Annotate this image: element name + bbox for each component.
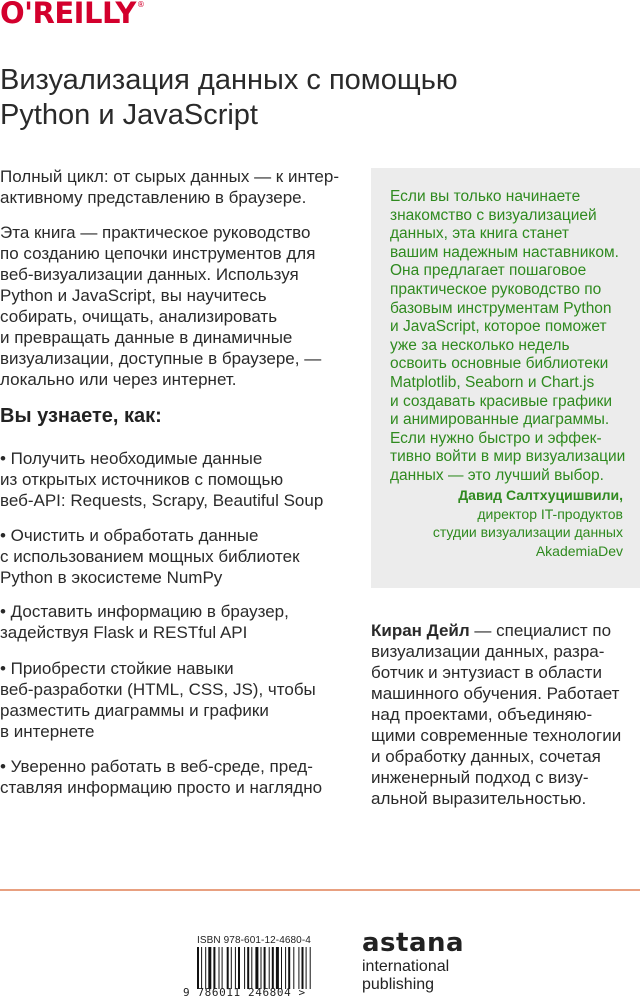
oreilly-logo (0, 0, 143, 30)
imprint-logo (362, 928, 464, 994)
intro-text: Полный цикл: от сырых данных — к интер- активному представлению в браузере. (0, 167, 340, 207)
testimonial-attribution (433, 486, 623, 560)
imprint-brand: astana (362, 928, 465, 958)
barcode (197, 947, 339, 989)
author-name: Киран Дейл (371, 621, 470, 640)
author-bio-text: — специалист по визуализации данных, разра- ботчик и энтузиаст в области машинного обучения. Работает над проектами, объединяю- щими современные технологии и обработку данных, сочетая инженерный подход с визу- альной выразительностью. (371, 621, 622, 808)
testimonial-role: директор IT-продуктов (477, 505, 623, 522)
testimonial-author: Давид Салтхуцишвили, (458, 487, 623, 503)
bullet-item: • Уверенно работать в веб-среде, пред- ставляя информацию просто и наглядно (0, 757, 323, 797)
testimonial-role: студии визуализации данных (432, 524, 623, 540)
testimonial-box (371, 168, 640, 588)
bullet-item: • Получить необходимые данные из открытых источников с помощью веб-API: Requests, Scrapy, Beautiful Soup (0, 449, 324, 510)
bullet-item: • Очистить и обработать данные с использованием мощных библиотек Python в экосистеме NumPy (0, 526, 300, 587)
logo-text: O'REILLY (0, 0, 136, 30)
author-bio (371, 620, 636, 809)
bullet-item: • Доставить информацию в браузер, задействуя Flask и RESTful API (0, 602, 289, 642)
imprint-line: publishing (362, 976, 435, 993)
registered-mark: ® (136, 0, 145, 9)
learn-heading: Вы узнаете, как: (0, 405, 162, 427)
isbn-label: ISBN 978-601-12-4680-4 (197, 935, 311, 946)
divider (0, 889, 640, 891)
testimonial-text: Если вы только начинаете знакомство с визуализацией данных, эта книга станет вашим надежным наставником. Она предлагает пошаговое практическое руководство по базовым инструментам Python и JavaScript, которое поможет уже за несколько недель освоить основные библиотеки Matplotlib, Seaborn и Chart.js и создавать красивые графики и анимированные диаграммы. Если нужно быстро и эффек- тивно войти в мир визуализации данных — это лучший выбор. (390, 188, 626, 484)
testimonial-company: AkademiaDev (535, 542, 623, 559)
imprint-line: international (362, 958, 450, 975)
description-text: Эта книга — практическое руководство по созданию цепочки инструментов для веб-визуализации данных. Используя Python и JavaScript, вы научитесь собирать, очищать, анализировать и превращать данные в динамичные визуализации, доступные в браузере, — локально или через интернет. (0, 223, 322, 389)
book-title: Визуализация данных с помощью Python и JavaScript (0, 64, 458, 131)
bullet-item: • Приобрести стойкие навыки веб-разработки (HTML, CSS, JS), чтобы разместить диаграммы и графики в интернете (0, 659, 316, 741)
barcode-digits: 9 786011 246804 > (183, 986, 306, 999)
